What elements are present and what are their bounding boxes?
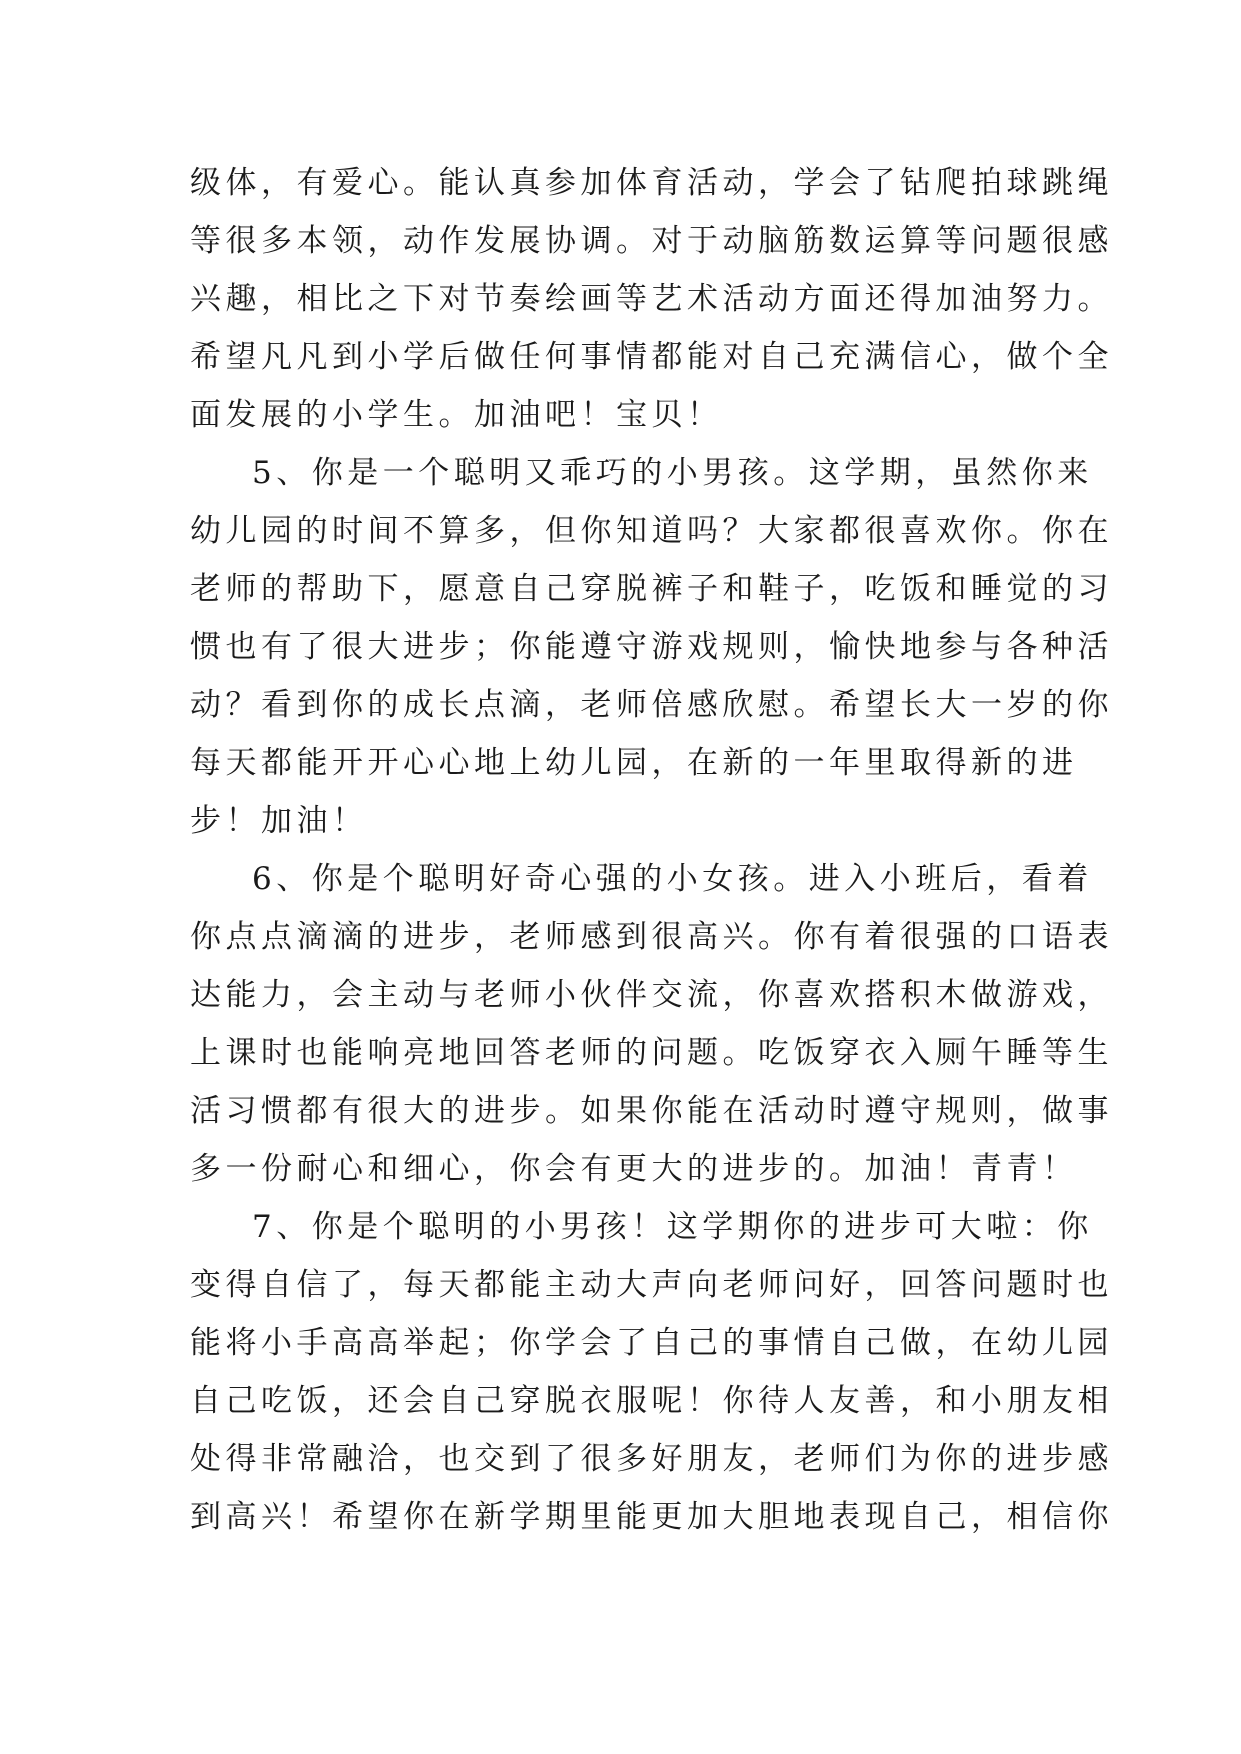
- text-line: 活习惯都有很大的进步。如果你能在活动时遵守规则，做事: [190, 1093, 1113, 1129]
- text-line: 到高兴！希望你在新学期里能更加大胆地表现自己，相信你: [190, 1499, 1113, 1535]
- text-line: 多一份耐心和细心，你会有更大的进步的。加油！青青！: [190, 1151, 1078, 1187]
- text-line: 你点点滴滴的进步，老师感到很高兴。你有着很强的口语表: [190, 919, 1113, 955]
- text-line: 步！加油！: [190, 803, 368, 839]
- text-line: 级体，有爱心。能认真参加体育活动，学会了钻爬拍球跳绳: [190, 165, 1113, 201]
- text-line: 变得自信了，每天都能主动大声向老师问好，回答问题时也: [190, 1267, 1113, 1303]
- paragraph-start-7: 7、你是个聪明的小男孩！这学期你的进步可大啦：你: [252, 1209, 1093, 1245]
- body-text: [190, 154, 1113, 1546]
- text-line: 希望凡凡到小学后做任何事情都能对自己充满信心，做个全: [190, 339, 1113, 375]
- paragraph-start-6: 6、你是个聪明好奇心强的小女孩。进入小班后，看着: [252, 861, 1093, 897]
- text-line: 惯也有了很大进步；你能遵守游戏规则，愉快地参与各种活: [190, 629, 1113, 665]
- text-line: 达能力，会主动与老师小伙伴交流，你喜欢搭积木做游戏，: [190, 977, 1113, 1013]
- text-line: 幼儿园的时间不算多，但你知道吗？大家都很喜欢你。你在: [190, 513, 1113, 549]
- paragraph-start-5: 5、你是一个聪明又乖巧的小男孩。这学期，虽然你来: [252, 455, 1093, 491]
- text-line: 兴趣，相比之下对节奏绘画等艺术活动方面还得加油努力。: [190, 281, 1113, 317]
- text-line: 自己吃饭，还会自己穿脱衣服呢！你待人友善，和小朋友相: [190, 1383, 1113, 1419]
- text-line: 老师的帮助下，愿意自己穿脱裤子和鞋子，吃饭和睡觉的习: [190, 571, 1113, 607]
- text-line: 面发展的小学生。加油吧！宝贝！: [190, 397, 723, 433]
- text-line: 上课时也能响亮地回答老师的问题。吃饭穿衣入厕午睡等生: [190, 1035, 1113, 1071]
- text-line: 处得非常融洽，也交到了很多好朋友，老师们为你的进步感: [190, 1441, 1113, 1477]
- text-line: 每天都能开开心心地上幼儿园，在新的一年里取得新的进: [190, 745, 1078, 781]
- text-line: 等很多本领，动作发展协调。对于动脑筋数运算等问题很感: [190, 223, 1113, 259]
- text-line: 动？看到你的成长点滴，老师倍感欣慰。希望长大一岁的你: [190, 687, 1113, 723]
- text-line: 能将小手高高举起；你学会了自己的事情自己做，在幼儿园: [190, 1325, 1113, 1361]
